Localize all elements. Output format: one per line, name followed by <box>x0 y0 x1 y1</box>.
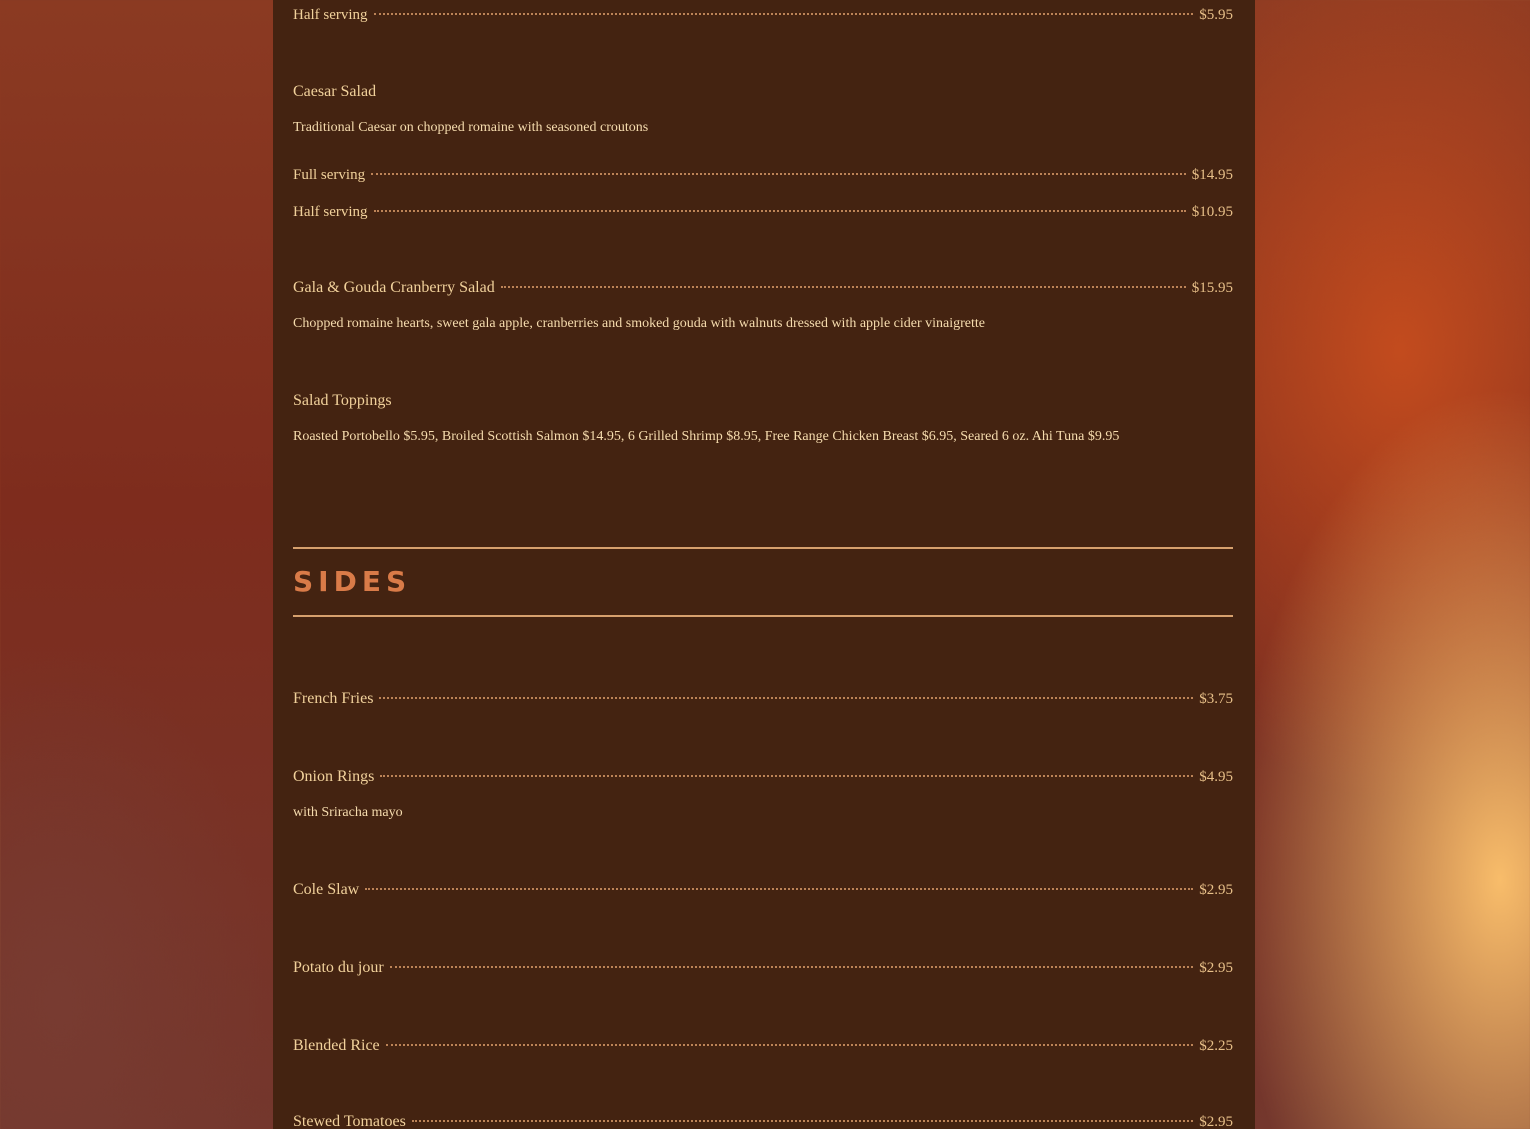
item-name: Onion Rings <box>293 768 375 785</box>
section-rule-top <box>293 547 1233 549</box>
price: $4.95 <box>1199 769 1233 785</box>
price: $2.95 <box>1199 1114 1233 1129</box>
price: $10.95 <box>1191 204 1233 220</box>
dot-leader <box>501 286 1186 288</box>
side-item-french-fries <box>293 690 1233 708</box>
gala-gouda-description: Chopped romaine hearts, sweet gala apple, cranberries and smoked gouda with walnuts dressed with apple cider vinaigrette <box>293 316 985 331</box>
serving-label: Full serving <box>293 167 366 183</box>
item-name: Blended Rice <box>293 1037 380 1054</box>
item-name: Stewed Tomatoes <box>293 1113 406 1129</box>
dot-leader <box>371 173 1186 175</box>
side-item-blended-rice <box>293 1037 1233 1055</box>
salad-toppings-title: Salad Toppings <box>293 392 392 409</box>
side-item-cole-slaw <box>293 881 1233 899</box>
price: $3.75 <box>1199 691 1233 707</box>
price: $5.95 <box>1199 7 1233 23</box>
dot-leader <box>380 775 1193 777</box>
price: $15.95 <box>1191 280 1233 296</box>
caesar-salad-description: Traditional Caesar on chopped romaine with seasoned croutons <box>293 120 649 135</box>
dot-leader <box>379 697 1193 699</box>
serving-label: Half serving <box>293 7 368 23</box>
price: $2.25 <box>1199 1038 1233 1054</box>
item-name: Cole Slaw <box>293 881 360 898</box>
section-rule-bottom <box>293 615 1233 617</box>
sides-heading: SIDES <box>293 565 412 598</box>
menu-item-half-serving-prev <box>293 6 1233 24</box>
side-item-stewed-tomatoes <box>293 1113 1233 1129</box>
side-item-onion-rings <box>293 768 1233 786</box>
caesar-salad-title: Caesar Salad <box>293 83 377 100</box>
serving-label: Half serving <box>293 204 368 220</box>
item-name: Potato du jour <box>293 959 384 976</box>
price: $14.95 <box>1191 167 1233 183</box>
dot-leader <box>390 966 1194 968</box>
price: $2.95 <box>1199 882 1233 898</box>
dot-leader <box>412 1120 1193 1122</box>
item-name: French Fries <box>293 690 374 707</box>
dot-leader <box>374 210 1186 212</box>
dot-leader <box>386 1044 1194 1046</box>
side-item-potato-du-jour <box>293 959 1233 977</box>
price: $2.95 <box>1199 960 1233 976</box>
dot-leader <box>365 888 1193 890</box>
item-name: Gala & Gouda Cranberry Salad <box>293 279 495 296</box>
caesar-full-serving <box>293 166 1233 184</box>
dot-leader <box>374 13 1194 15</box>
caesar-half-serving <box>293 203 1233 221</box>
onion-rings-description: with Sriracha mayo <box>293 805 403 820</box>
salad-toppings-description: Roasted Portobello $5.95, Broiled Scottish Salmon $14.95, 6 Grilled Shrimp $8.95, Free Range Chicken Breast $6.95, Seared 6 oz. Ahi Tuna $9.95 <box>293 429 1120 444</box>
gala-gouda-salad <box>293 279 1233 297</box>
